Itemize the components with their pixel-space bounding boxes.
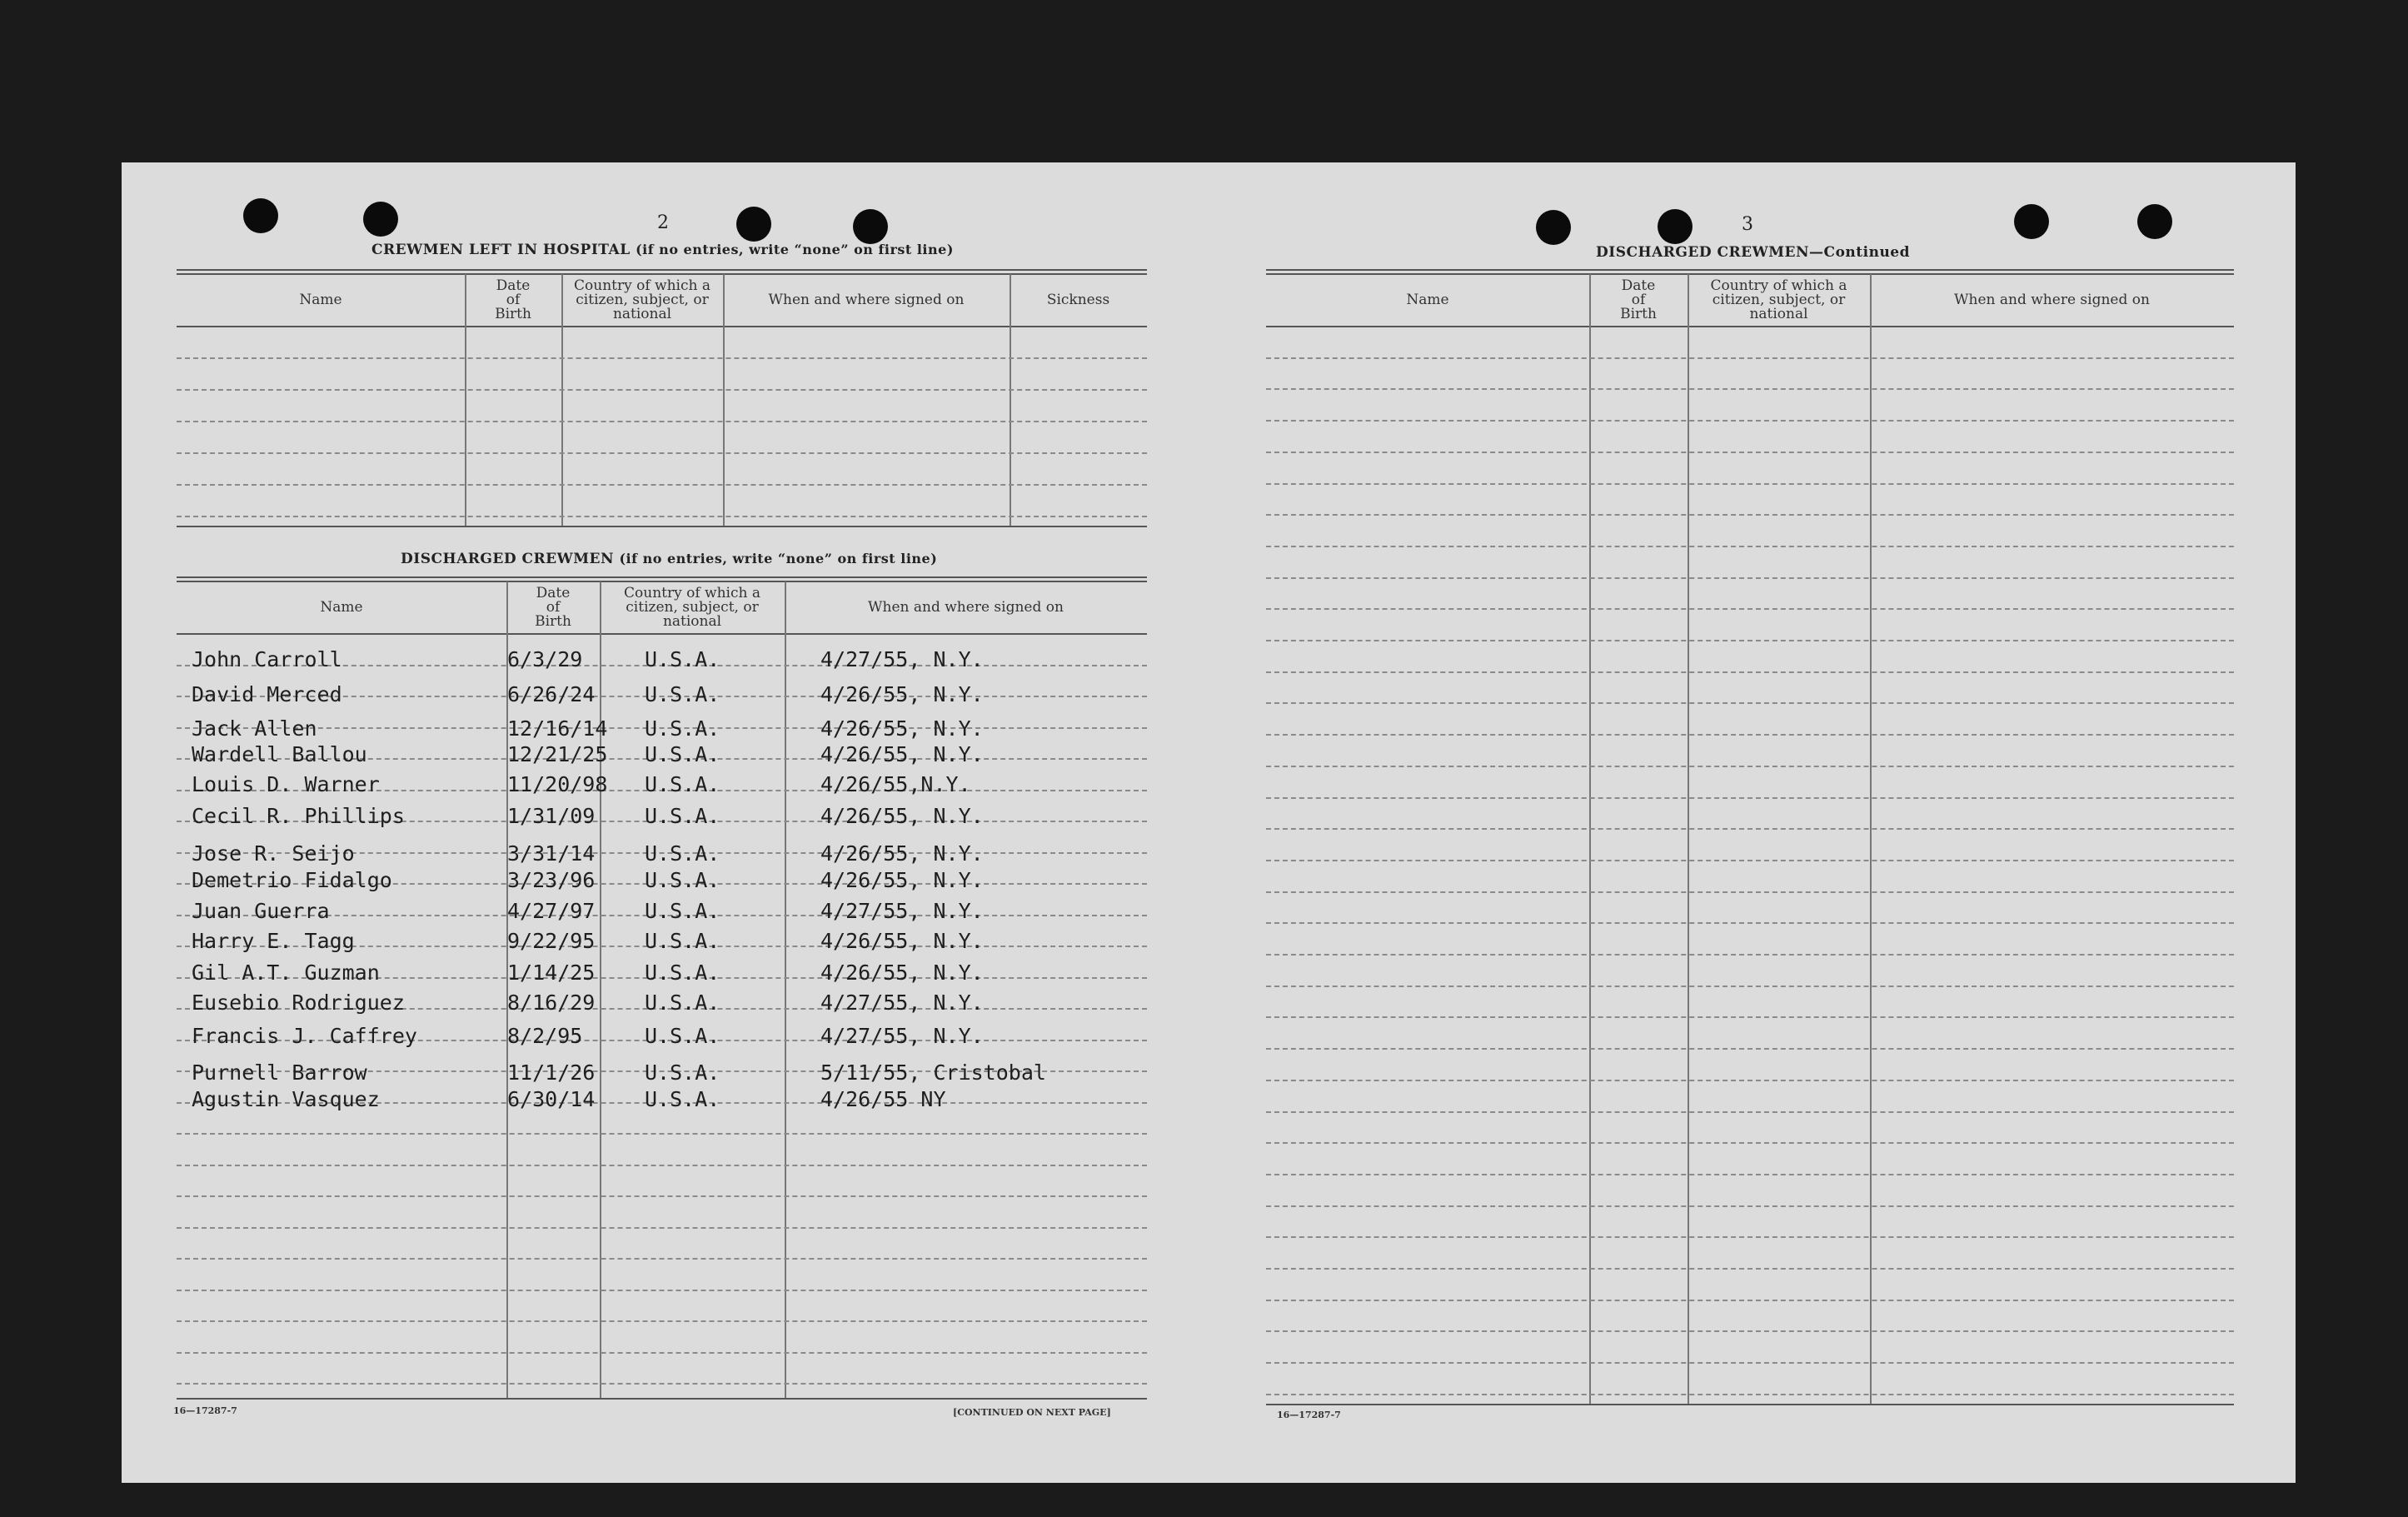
crew-signed-on: 4/26/55, N.Y. (820, 929, 984, 953)
column-header: When and where signed on (768, 291, 965, 308)
crew-dob: 6/26/24 (507, 682, 596, 706)
ruled-line (177, 1258, 1147, 1260)
punch-hole (2014, 204, 2049, 239)
crew-dob: 3/31/14 (507, 841, 596, 866)
crew-signed-on: 4/26/55, N.Y. (820, 868, 984, 892)
punch-hole (2137, 204, 2172, 239)
ruled-line (1266, 608, 2234, 610)
crew-country: U.S.A. (645, 1024, 720, 1048)
column-divider (723, 274, 725, 526)
column-header: Sickness (1046, 291, 1110, 308)
crew-name: Gil A.T. Guzman (192, 961, 380, 985)
crew-dob: 6/3/29 (507, 647, 583, 671)
ruled-line (1266, 828, 2234, 830)
crew-country: U.S.A. (645, 1087, 720, 1111)
punch-hole (363, 202, 398, 237)
column-header: Name (1406, 291, 1449, 308)
page-number-right: 3 (1742, 214, 1753, 235)
crew-dob: 11/1/26 (507, 1060, 596, 1085)
crew-signed-on: 4/26/55, N.Y. (820, 841, 984, 866)
header-bottom-rule (177, 633, 1147, 635)
ruled-line (1266, 1080, 2234, 1081)
column-header: Country of which a citizen, subject, or national (574, 277, 710, 322)
ruled-line (1266, 483, 2234, 485)
crew-signed-on: 4/26/55, N.Y. (820, 716, 984, 741)
ruled-line (177, 484, 1147, 486)
column-divider (785, 581, 786, 1398)
crew-dob: 11/20/98 (507, 772, 608, 796)
ruled-line (1266, 734, 2234, 736)
crew-name: Harry E. Tagg (192, 929, 355, 953)
crew-dob: 8/2/95 (507, 1024, 583, 1048)
form-number-left: 16—17287-7 (173, 1405, 237, 1416)
crew-signed-on: 4/27/55, N.Y. (820, 899, 984, 923)
ruled-line (177, 516, 1147, 517)
ruled-line (177, 421, 1147, 422)
crew-name: Jack Allen (192, 716, 317, 741)
column-header: Country of which a citizen, subject, or national (1710, 277, 1847, 322)
ruled-line (1266, 1016, 2234, 1018)
ruled-line (177, 1383, 1147, 1385)
ruled-line (177, 1165, 1147, 1166)
ruled-line (1266, 1048, 2234, 1050)
crew-name: Jose R. Seijo (192, 841, 355, 866)
header-bottom-rule (177, 326, 1147, 327)
crew-dob: 8/16/29 (507, 991, 596, 1015)
table-bottom-rule (177, 526, 1147, 527)
table-bottom-rule (1266, 1404, 2234, 1405)
column-header: Name (320, 598, 363, 616)
header-bottom-rule (1266, 326, 2234, 327)
ruled-line (1266, 1236, 2234, 1238)
ruled-line (1266, 546, 2234, 547)
hospital-title-note: (if no entries, write “none” on first line) (636, 242, 954, 257)
crew-name: Wardell Ballou (192, 742, 367, 766)
ruled-line (1266, 671, 2234, 673)
ruled-line (1266, 514, 2234, 516)
ruled-line (1266, 452, 2234, 453)
ruled-line (1266, 954, 2234, 956)
crew-dob: 9/22/95 (507, 929, 596, 953)
crew-country: U.S.A. (645, 716, 720, 741)
ruled-line (177, 1195, 1147, 1197)
crew-country: U.S.A. (645, 804, 720, 828)
ruled-line (1266, 860, 2234, 861)
crew-name: Eusebio Rodriguez (192, 991, 405, 1015)
ruled-line (177, 389, 1147, 391)
ruled-line (1266, 388, 2234, 390)
crew-dob: 12/21/25 (507, 742, 608, 766)
crew-dob: 12/16/14 (507, 716, 608, 741)
crew-signed-on: 4/26/55, N.Y. (820, 804, 984, 828)
discharged-title: DISCHARGED CREWMEN (401, 551, 615, 567)
ruled-line (177, 452, 1147, 454)
crew-dob: 4/27/97 (507, 899, 596, 923)
punch-hole (243, 198, 278, 233)
crew-signed-on: 4/27/55, N.Y. (820, 647, 984, 671)
column-header: Date of Birth (495, 277, 531, 322)
ruled-line (1266, 1300, 2234, 1301)
ruled-line (177, 1352, 1147, 1354)
column-divider (1688, 274, 1689, 1404)
column-header: Date of Birth (535, 584, 571, 630)
ruled-line (1266, 1142, 2234, 1144)
punch-hole (1658, 209, 1693, 244)
ruled-line (1266, 1362, 2234, 1364)
crew-name: Demetrio Fidalgo (192, 868, 392, 892)
ruled-line (1266, 922, 2234, 924)
crew-name: Cecil R. Phillips (192, 804, 405, 828)
crew-country: U.S.A. (645, 682, 720, 706)
crew-signed-on: 4/26/55, N.Y. (820, 961, 984, 985)
hospital-section-title (371, 242, 954, 258)
table-top-rule (1266, 273, 2234, 275)
ruled-line (1266, 357, 2234, 359)
ruled-line (177, 1227, 1147, 1229)
ruled-line (1266, 891, 2234, 893)
crew-dob: 3/23/96 (507, 868, 596, 892)
crew-name: Purnell Barrow (192, 1060, 367, 1085)
crew-country: U.S.A. (645, 772, 720, 796)
column-divider (1870, 274, 1872, 1404)
hospital-title: CREWMEN LEFT IN HOSPITAL (371, 242, 631, 258)
table-top-rule (177, 576, 1147, 578)
crew-signed-on: 4/26/55, N.Y. (820, 742, 984, 766)
crew-country: U.S.A. (645, 868, 720, 892)
crew-dob: 1/14/25 (507, 961, 596, 985)
crew-country: U.S.A. (645, 899, 720, 923)
ledger-paper (122, 162, 2296, 1483)
form-number-right: 16—17287-7 (1277, 1410, 1341, 1420)
continued-section-title: DISCHARGED CREWMEN—Continued (1596, 244, 1911, 261)
ruled-line (1266, 1330, 2234, 1332)
page-number-left: 2 (657, 212, 669, 233)
column-header: Date of Birth (1620, 277, 1657, 322)
ruled-line (1266, 640, 2234, 641)
ruled-line (177, 1290, 1147, 1291)
column-header: When and where signed on (1954, 291, 2150, 308)
ruled-line (177, 1320, 1147, 1322)
crew-signed-on: 4/26/55,N.Y. (820, 772, 971, 796)
ruled-line (177, 1133, 1147, 1135)
ruled-line (1266, 1394, 2234, 1395)
table-bottom-rule (177, 1398, 1147, 1400)
crew-name: Louis D. Warner (192, 772, 380, 796)
crew-signed-on: 4/27/55, N.Y. (820, 1024, 984, 1048)
crew-name: Agustin Vasquez (192, 1087, 380, 1111)
crew-country: U.S.A. (645, 742, 720, 766)
column-divider (1010, 274, 1011, 526)
crew-country: U.S.A. (645, 1060, 720, 1085)
punch-hole (736, 207, 771, 242)
ruled-line (1266, 1111, 2234, 1113)
ruled-line (1266, 420, 2234, 422)
ruled-line (1266, 1268, 2234, 1270)
ruled-line (1266, 797, 2234, 799)
crew-dob: 6/30/14 (507, 1087, 596, 1111)
crew-signed-on: 4/26/55 NY (820, 1087, 946, 1111)
continued-note: [CONTINUED ON NEXT PAGE] (953, 1407, 1111, 1418)
crew-country: U.S.A. (645, 647, 720, 671)
crew-country: U.S.A. (645, 841, 720, 866)
table-top-rule (1266, 269, 2234, 271)
table-top-rule (177, 581, 1147, 582)
ruled-line (1266, 702, 2234, 704)
ruled-line (1266, 1205, 2234, 1207)
crew-country: U.S.A. (645, 961, 720, 985)
crew-dob: 1/31/09 (507, 804, 596, 828)
table-top-rule (177, 269, 1147, 271)
discharged-section-title (401, 551, 937, 567)
crew-signed-on: 5/11/55, Cristobal (820, 1060, 1046, 1085)
table-top-rule (177, 273, 1147, 275)
ruled-line (1266, 766, 2234, 767)
column-divider (1589, 274, 1591, 1404)
crew-name: David Merced (192, 682, 342, 706)
crew-country: U.S.A. (645, 929, 720, 953)
crew-signed-on: 4/26/55, N.Y. (820, 682, 984, 706)
ruled-line (1266, 986, 2234, 987)
ruled-line (177, 357, 1147, 359)
ruled-line (1266, 577, 2234, 579)
crew-name: Juan Guerra (192, 899, 330, 923)
discharged-title-note: (if no entries, write “none” on first line) (619, 551, 938, 566)
column-header: When and where signed on (868, 598, 1064, 616)
column-header: Country of which a citizen, subject, or national (624, 584, 760, 630)
crew-name: Francis J. Caffrey (192, 1024, 417, 1048)
crew-country: U.S.A. (645, 991, 720, 1015)
punch-hole (853, 209, 888, 244)
punch-hole (1536, 210, 1571, 245)
crew-name: John Carroll (192, 647, 342, 671)
ruled-line (1266, 1174, 2234, 1175)
column-header: Name (299, 291, 342, 308)
crew-signed-on: 4/27/55, N.Y. (820, 991, 984, 1015)
column-divider (600, 581, 601, 1398)
